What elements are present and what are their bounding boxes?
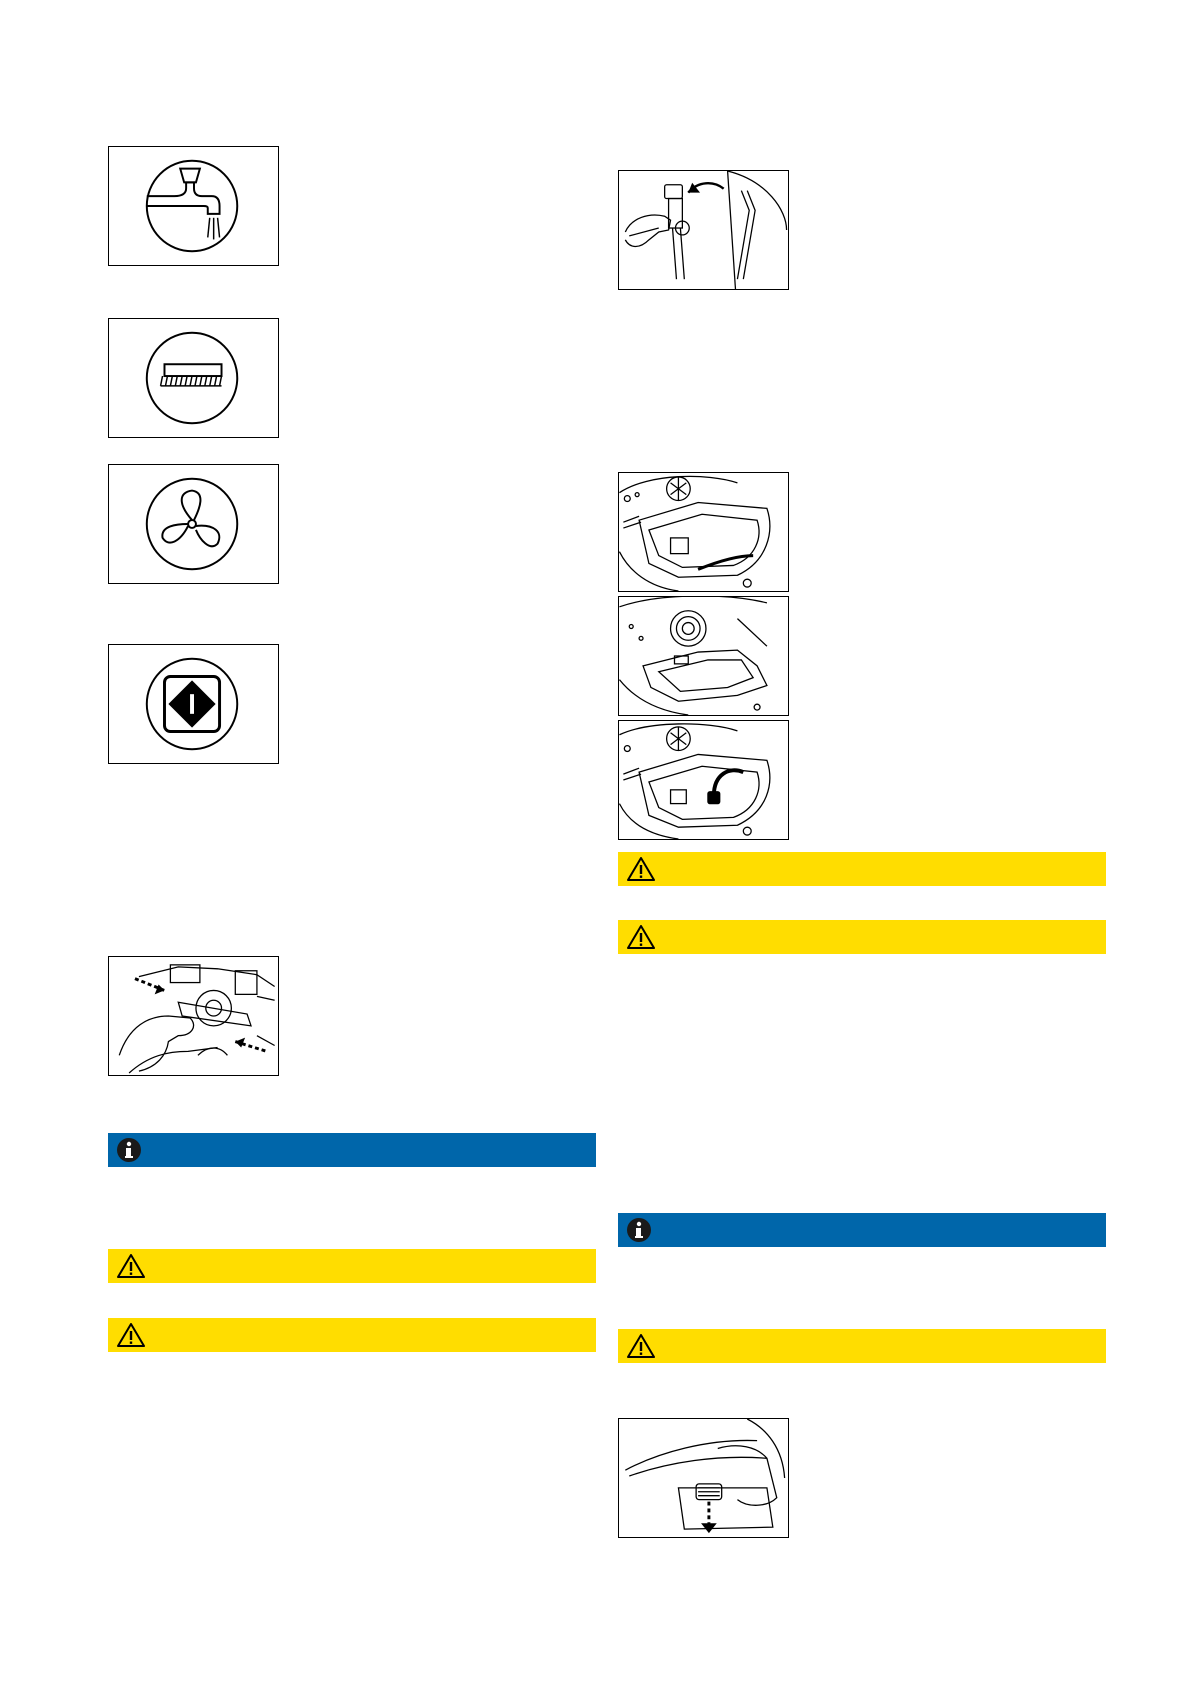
tank-filter-illustration bbox=[619, 597, 788, 715]
warning-triangle-icon bbox=[116, 1322, 146, 1348]
tank-hose-figure bbox=[618, 720, 789, 840]
water-tap-symbol-figure bbox=[108, 146, 279, 266]
start-symbol-figure bbox=[108, 644, 279, 764]
info-circle-icon bbox=[626, 1217, 652, 1243]
warning-notice-band bbox=[618, 852, 1106, 886]
brush-icon bbox=[109, 319, 278, 437]
info-circle-icon bbox=[116, 1137, 142, 1163]
tank-hose-illustration bbox=[619, 721, 788, 839]
warning-triangle-icon bbox=[626, 924, 656, 950]
warning-triangle-icon bbox=[626, 856, 656, 882]
warning-triangle-icon bbox=[116, 1253, 146, 1279]
info-notice-band bbox=[618, 1213, 1106, 1247]
tank-open-figure bbox=[618, 472, 789, 592]
hose-connection-figure bbox=[618, 170, 789, 290]
warning-notice-band bbox=[108, 1318, 596, 1352]
fan-symbol-figure bbox=[108, 464, 279, 584]
warning-triangle-icon bbox=[626, 1333, 656, 1359]
brush-symbol-figure bbox=[108, 318, 279, 438]
squeegee-filter-illustration bbox=[619, 1419, 788, 1537]
wrench-adjustment-figure bbox=[108, 956, 279, 1076]
wrench-adjustment-illustration bbox=[109, 957, 278, 1075]
warning-notice-band bbox=[618, 920, 1106, 954]
hose-connection-illustration bbox=[619, 171, 788, 289]
tank-open-illustration bbox=[619, 473, 788, 591]
warning-notice-band bbox=[618, 1329, 1106, 1363]
tank-filter-figure bbox=[618, 596, 789, 716]
fan-icon bbox=[109, 465, 278, 583]
water-tap-icon bbox=[109, 147, 278, 265]
squeegee-filter-figure bbox=[618, 1418, 789, 1538]
start-key-icon bbox=[109, 645, 278, 763]
info-notice-band bbox=[108, 1133, 596, 1167]
warning-notice-band bbox=[108, 1249, 596, 1283]
